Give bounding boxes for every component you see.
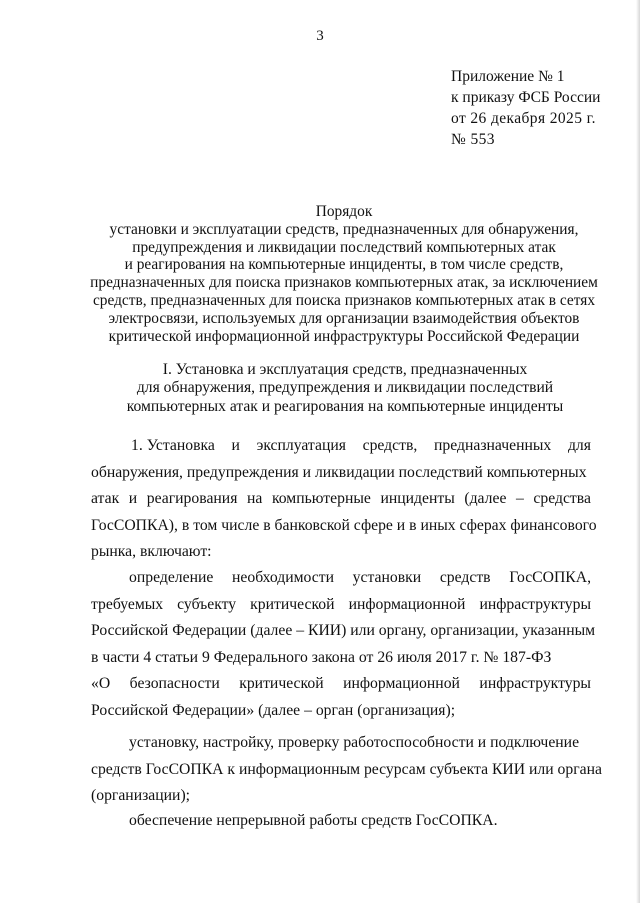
section-line-3: компьютерных атак и реагирования на компьютерные инциденты bbox=[126, 397, 564, 415]
word: определение bbox=[129, 569, 214, 586]
word: безопасности bbox=[129, 675, 220, 693]
word: средств, bbox=[362, 437, 418, 454]
title-line-7: критической информационной инфраструктуры Российской Федерации bbox=[108, 327, 580, 345]
paragraph-3-line-1: установку, настройку, проверку работоспособности и подключение bbox=[129, 734, 580, 751]
word: реагирования bbox=[146, 490, 238, 508]
appendix-block bbox=[451, 66, 600, 150]
word: субъекту bbox=[177, 595, 237, 613]
paragraph-1 bbox=[91, 433, 597, 566]
word: 1. Установка bbox=[131, 437, 215, 454]
word: средств bbox=[439, 569, 491, 586]
paragraph-2-line-4: в части 4 статьи 9 Федерального закона от 26 июля 2017 г. № 187-ФЗ bbox=[91, 648, 552, 666]
word: для bbox=[567, 437, 591, 454]
section-heading bbox=[95, 361, 595, 416]
word: и bbox=[128, 490, 138, 508]
paragraph-3-line-3: (организации); bbox=[91, 787, 191, 805]
title-heading: Порядок bbox=[315, 203, 373, 220]
paragraph-1-line-4: ГосСОПКА), в том числе в банковской сфере и в иных сферах финансового bbox=[91, 516, 597, 534]
paragraph-2-line-6: Российской Федерации» (далее – орган (организация); bbox=[91, 701, 456, 719]
title-line-6: электросвязи, используемых для организации взаимодействия объектов bbox=[108, 309, 580, 327]
paragraph-4 bbox=[91, 808, 591, 835]
word: (далее bbox=[464, 490, 507, 508]
word: – bbox=[515, 490, 524, 508]
paragraph-4-line-1: обеспечение непрерывной работы средств ГосСОПКА. bbox=[129, 812, 498, 829]
title-line-5: средств, предназначенных для поиска признаков компьютерных атак в сетях bbox=[92, 291, 596, 309]
word: предназначенных bbox=[433, 437, 552, 454]
word: информационной bbox=[348, 595, 466, 613]
word: информационной bbox=[343, 675, 460, 693]
appendix-line-2: к приказу ФСБ России bbox=[451, 89, 601, 106]
scan-edge-shadow bbox=[636, 0, 640, 903]
word: требуемых bbox=[91, 595, 164, 613]
section-line-2: для обнаружения, предупреждения и ликвидации последствий bbox=[136, 379, 554, 397]
word: компьютерные bbox=[271, 490, 371, 508]
word: на bbox=[247, 490, 263, 508]
word: «О bbox=[91, 675, 111, 693]
word: инфраструктуры bbox=[479, 595, 591, 613]
word: ГосСОПКА, bbox=[509, 569, 591, 586]
paragraph-1-line-3 bbox=[91, 486, 591, 513]
paragraph-1-line-1 bbox=[91, 433, 591, 460]
title-line-1: установки и эксплуатации средств, предназначенных для обнаружения, bbox=[109, 220, 579, 238]
appendix-line-1: Приложение № 1 bbox=[451, 68, 565, 85]
title-line-4: предназначенных для поиска признаков компьютерных атак, за исключением bbox=[90, 274, 598, 292]
word: критической bbox=[250, 595, 335, 613]
paragraph-1-line-2: обнаружения, предупреждения и ликвидации последствий компьютерных bbox=[91, 463, 587, 481]
word: и bbox=[231, 437, 240, 454]
paragraph-1-line-5: рынка, включают: bbox=[91, 543, 212, 561]
word: средства bbox=[533, 490, 591, 508]
word: инфраструктуры bbox=[479, 675, 591, 693]
paragraph-2-line-5 bbox=[91, 671, 591, 698]
title-line-2: предупреждения и ликвидации последствий компьютерных атак bbox=[132, 238, 556, 256]
word: необходимости bbox=[232, 569, 334, 586]
word: атак bbox=[91, 490, 120, 508]
paragraph-2-line-2 bbox=[91, 592, 591, 619]
paragraph-2 bbox=[91, 565, 596, 725]
paragraph-3 bbox=[91, 730, 602, 810]
appendix-line-3: от 26 декабря 2025 г. bbox=[451, 110, 596, 127]
appendix-line-4: № 553 bbox=[451, 131, 495, 148]
word: установки bbox=[352, 569, 422, 586]
word: критической bbox=[239, 675, 324, 693]
word: инциденты bbox=[380, 490, 455, 508]
paragraph-3-line-2: средств ГосСОПКА к информационным ресурсам субъекта КИИ или органа bbox=[91, 760, 602, 778]
section-line-1: I. Установка и эксплуатация средств, предназначенных bbox=[162, 361, 528, 378]
document-title bbox=[84, 203, 604, 345]
page-number: 3 bbox=[316, 28, 324, 44]
paragraph-2-line-1 bbox=[91, 565, 591, 592]
word: эксплуатация bbox=[256, 437, 346, 454]
paragraph-2-line-3: Российской Федерации (далее – КИИ) или органу, организации, указанным bbox=[91, 622, 596, 640]
title-line-3: и реагирования на компьютерные инциденты, в том числе средств, bbox=[124, 256, 564, 274]
